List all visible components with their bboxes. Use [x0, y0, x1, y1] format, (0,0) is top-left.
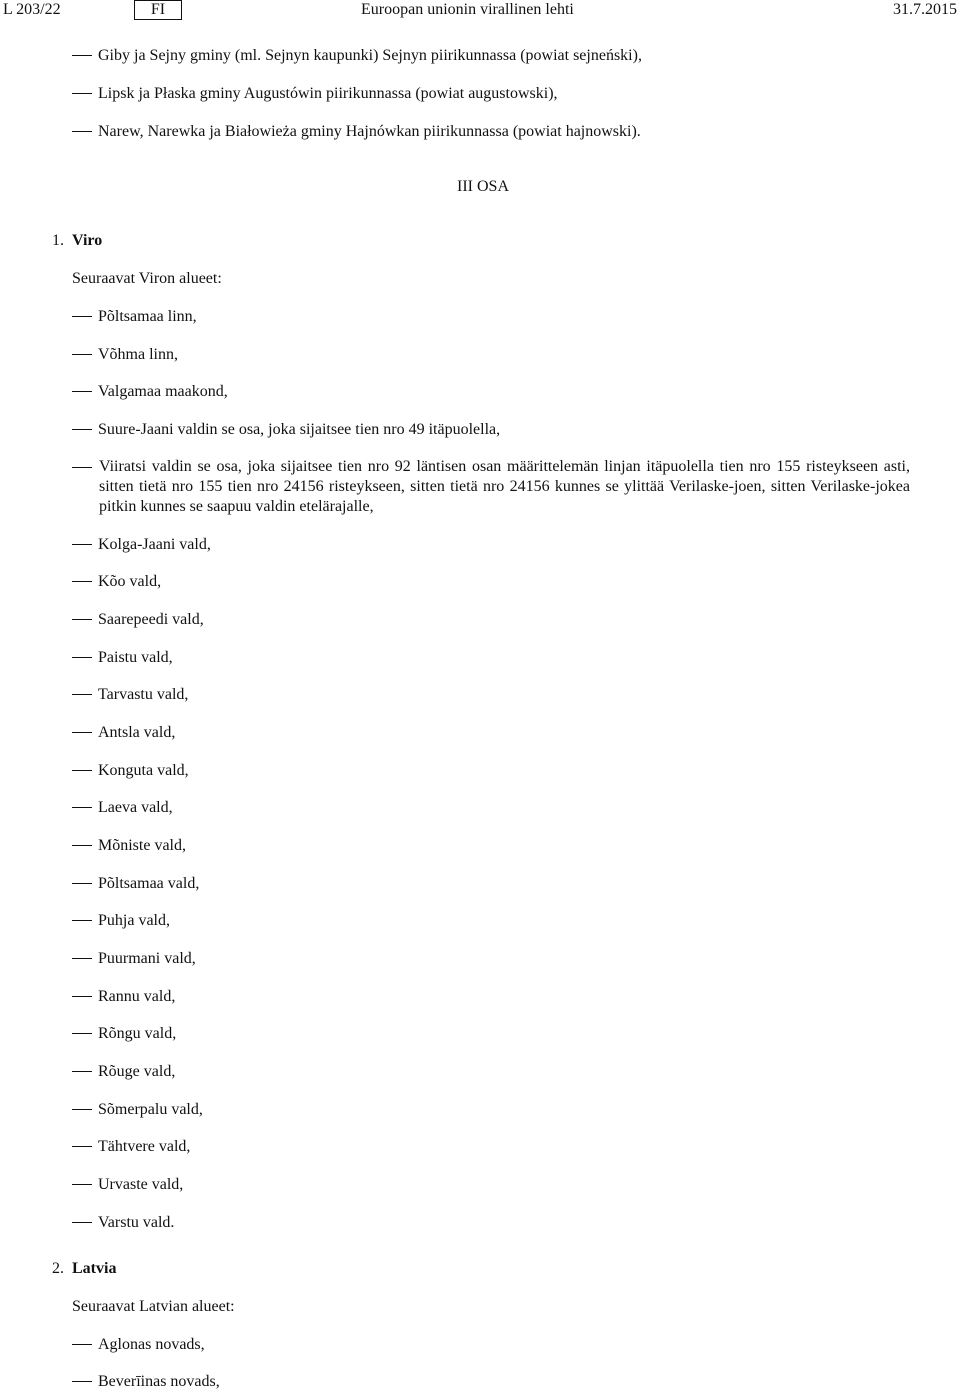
list-item: Sõmerpalu vald, — [72, 1100, 203, 1120]
section-intro: Seuraavat Viron alueet: — [72, 270, 222, 287]
list-item: Tähtvere vald, — [72, 1137, 190, 1157]
dash-marker — [72, 1344, 92, 1345]
dash-marker — [72, 1033, 92, 1034]
list-item: Lipsk ja Płaska gminy Augustówin piirikunnassa (powiat augustowski), — [72, 84, 558, 104]
list-item: Põltsamaa vald, — [72, 874, 199, 894]
list-item: Võhma linn, — [72, 345, 178, 365]
dash-marker — [72, 1222, 92, 1223]
dash-marker — [72, 845, 92, 846]
list-item: Giby ja Sejny gminy (ml. Sejnyn kaupunki) Sejnyn piirikunnassa (powiat sejneński), — [72, 46, 642, 66]
list-item: Rannu vald, — [72, 987, 175, 1007]
list-item: Kolga-Jaani vald, — [72, 535, 211, 555]
language-code-box: FI — [134, 0, 182, 20]
page-header — [0, 0, 960, 22]
list-item: Narew, Narewka ja Białowieża gminy Hajnówkan piirikunnassa (powiat hajnowski). — [72, 122, 641, 142]
list-item: Rõuge vald, — [72, 1062, 175, 1082]
dash-marker — [72, 93, 92, 94]
dash-marker — [72, 55, 92, 56]
list-item: Kõo vald, — [72, 572, 161, 592]
dash-marker — [72, 619, 92, 620]
dash-marker — [72, 354, 92, 355]
dash-marker — [72, 958, 92, 959]
dash-marker — [72, 732, 92, 733]
section-heading-viro: 1. Viro — [52, 232, 103, 249]
section-intro: Seuraavat Latvian alueet: — [72, 1298, 235, 1315]
dash-marker — [72, 1146, 92, 1147]
dash-marker — [72, 694, 92, 695]
list-item: Saarepeedi vald, — [72, 610, 204, 630]
dash-marker — [72, 467, 92, 468]
list-item: Mõniste vald, — [72, 836, 186, 856]
dash-marker — [72, 996, 92, 997]
section-heading-latvia: 2. Latvia — [52, 1260, 117, 1277]
dash-marker — [72, 391, 92, 392]
dash-marker — [72, 1381, 92, 1382]
list-item: Põltsamaa linn, — [72, 307, 197, 327]
list-item: Puhja vald, — [72, 911, 170, 931]
list-item: Aglonas novads, — [72, 1335, 205, 1355]
dash-marker — [72, 1184, 92, 1185]
list-item: Tarvastu vald, — [72, 685, 188, 705]
list-item: Varstu vald. — [72, 1213, 174, 1233]
list-item: Laeva vald, — [72, 798, 173, 818]
list-item-long: Viiratsi valdin se osa, joka sijaitsee tien nro 92 läntisen osan määrittelemän linjan itäpuolella tien nro 155 risteykseen asti, sitten tietä nro 155 tien nro 24156 risteykseen, sitten tietä nro 24156 kunnes se ylittää Verilaske-joen, sitten Verilaske-jokea pitkin kunnes se saapuu valdin etelärajalle, — [72, 457, 910, 517]
dash-marker — [72, 657, 92, 658]
dash-marker — [72, 807, 92, 808]
dash-marker — [72, 316, 92, 317]
list-item: Rõngu vald, — [72, 1024, 176, 1044]
list-item: Valgamaa maakond, — [72, 382, 228, 402]
dash-marker — [72, 131, 92, 132]
list-item: Suure-Jaani valdin se osa, joka sijaitsee tien nro 49 itäpuolella, — [72, 420, 500, 440]
dash-marker — [72, 883, 92, 884]
dash-marker — [72, 1071, 92, 1072]
dash-marker — [72, 1109, 92, 1110]
dash-marker — [72, 581, 92, 582]
list-item: Beverīinas novads, — [72, 1372, 220, 1392]
dash-marker — [72, 920, 92, 921]
list-item: Antsla vald, — [72, 723, 175, 743]
dash-marker — [72, 429, 92, 430]
part-title: III OSA — [457, 178, 509, 195]
journal-series: L 203/22 — [3, 1, 61, 18]
list-item: Paistu vald, — [72, 648, 173, 668]
list-item: Urvaste vald, — [72, 1175, 183, 1195]
dash-marker — [72, 544, 92, 545]
publication-date: 31.7.2015 — [893, 1, 957, 18]
dash-marker — [72, 770, 92, 771]
list-item: Puurmani vald, — [72, 949, 196, 969]
list-item: Konguta vald, — [72, 761, 189, 781]
journal-title: Euroopan unionin virallinen lehti — [361, 1, 574, 18]
